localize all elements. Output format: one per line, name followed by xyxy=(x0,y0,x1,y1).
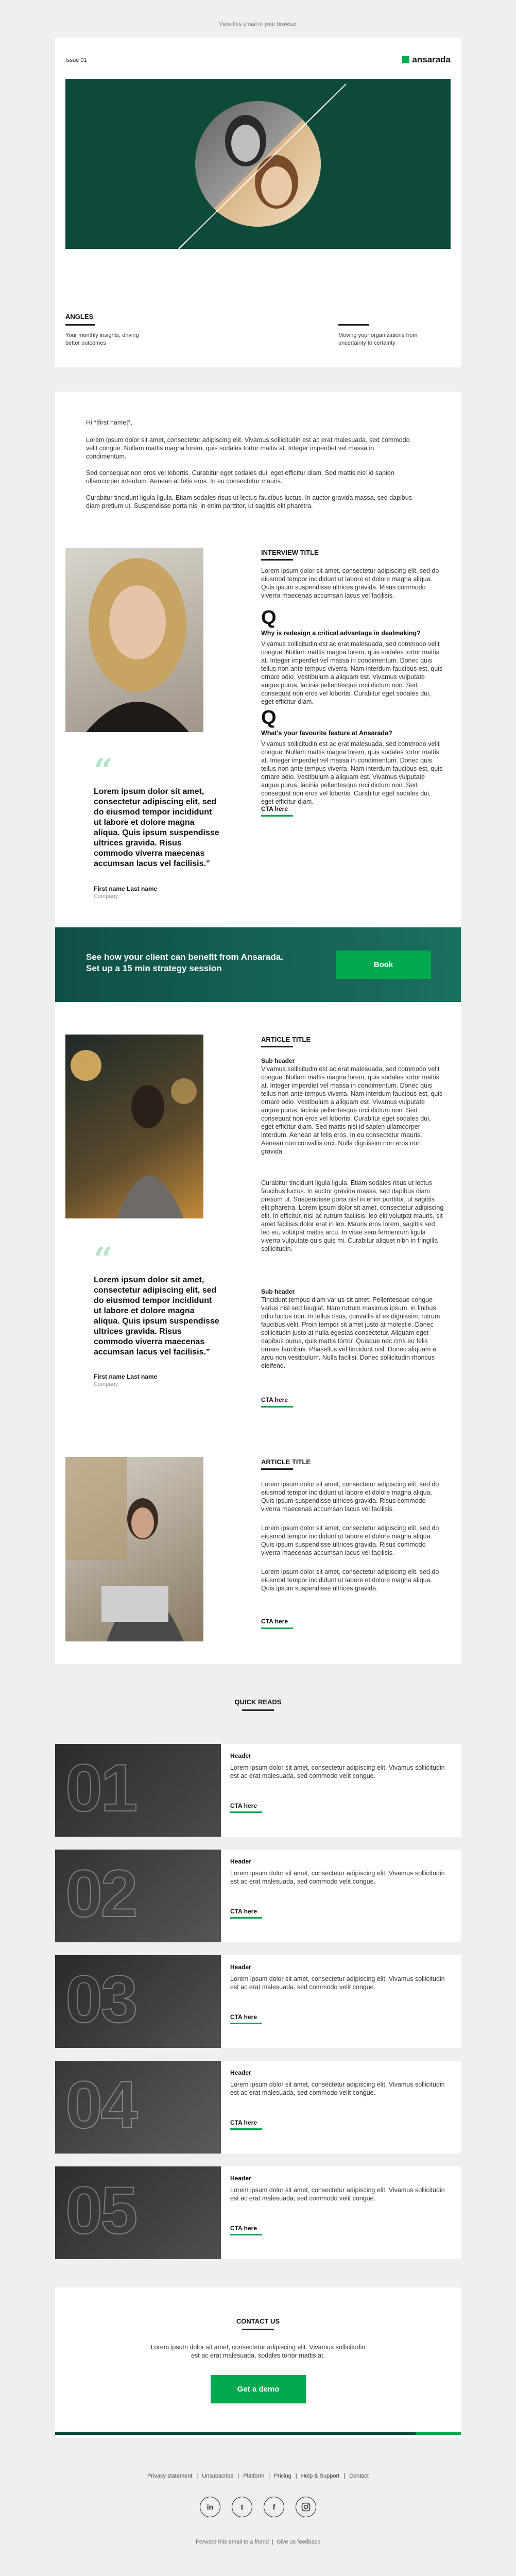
footer-link-pricing[interactable]: Pricing xyxy=(274,2473,291,2479)
interview-cta[interactable]: CTA here xyxy=(261,805,288,812)
footer-links xyxy=(0,2473,516,2479)
question-mark-q1: Q xyxy=(261,607,277,629)
contact-text: Lorem ipsum dolor sit amet, consectetur adipiscing elit. Vivamus sollicitudin est ac erat malesuada, sodales tortor mattis at. xyxy=(150,2344,366,2359)
footer-separator: | xyxy=(237,2473,239,2479)
footer-link-unsubscribe[interactable]: Unsubscribe xyxy=(202,2473,234,2479)
woman-portrait-image xyxy=(65,548,203,732)
brand-square-icon xyxy=(402,56,409,63)
quick-read-number: 01 xyxy=(65,1750,136,1825)
article-1-title-underline xyxy=(261,1046,293,1047)
footer-separator: | xyxy=(295,2473,297,2479)
intro-paragraph: Sed consequat non eros vel lobortis. Curabitur eget sodales dui, eget efficitur diam. Sed mattis nisi id sapien ullamcorper interdum. Aenean at felis eros. In eu consectetur mauris. xyxy=(86,469,394,485)
banner-line-1: See how your client can benefit from Ansarada. xyxy=(86,952,283,962)
article-1-photo xyxy=(65,1035,203,1218)
quick-read-text: Lorem ipsum dolor sit amet, consectetur adipiscing elit. Vivamus sollicitudin est ac erat malesuada, sed commodo velit congue. xyxy=(230,1975,445,1991)
quick-read-header: Header xyxy=(230,1858,251,1865)
feedback-link[interactable]: Give us feedback xyxy=(276,2539,320,2545)
contact-card xyxy=(55,2287,461,2438)
header-card xyxy=(55,38,461,367)
footer-separator: | xyxy=(271,2539,273,2545)
interview-quote: Lorem ipsum dolor sit amet, consectetur adipiscing elit, sed do eiusmod tempor incididunt ut labore et dolore magna aliqua. Quis ipsum suspendisse ultrices gravida. Risus commodo viverra maecenas accumsan lacus vel facilisis.” xyxy=(94,787,219,868)
footer-link-privacy[interactable]: Privacy statement xyxy=(147,2473,193,2479)
brand-logo[interactable] xyxy=(402,55,451,65)
footer-separator: | xyxy=(343,2473,346,2479)
interview-cta-underline xyxy=(261,815,293,817)
quick-read-cta[interactable]: CTA here xyxy=(230,1802,257,1809)
question-1: Why is redesign a critical advantage in dealmaking? xyxy=(261,630,421,637)
quick-read-text: Lorem ipsum dolor sit amet, consectetur adipiscing elit. Vivamus sollicitudin est ac erat malesuada, sed commodo velit congue. xyxy=(230,1870,445,1885)
quote-mark-icon: “ xyxy=(94,752,113,790)
quick-read-item xyxy=(55,1850,461,1942)
interview-photo xyxy=(65,548,203,732)
quick-read-thumb xyxy=(55,1955,221,2048)
quick-read-cta-underline xyxy=(230,1917,262,1919)
footer-bottom-links xyxy=(0,2539,516,2545)
quick-read-cta-underline xyxy=(230,2128,262,2130)
section-underline xyxy=(65,324,95,326)
forward-email-link[interactable]: Forward this email to a friend xyxy=(196,2539,269,2545)
quote-mark-icon: “ xyxy=(94,1240,113,1279)
main-content-card xyxy=(55,392,461,1664)
quick-read-cta-underline xyxy=(230,2234,262,2235)
issue-label: Issue 01 xyxy=(65,57,87,63)
article-1-cta-underline xyxy=(261,1406,293,1408)
get-a-demo-button[interactable]: Get a demo xyxy=(211,2375,306,2403)
quick-read-number: 04 xyxy=(65,2067,136,2142)
view-in-browser-link[interactable]: View this email in your browser xyxy=(219,21,297,27)
article-1-subheader-1: Sub header xyxy=(261,1057,295,1064)
footer-link-contact[interactable]: Contact xyxy=(349,2473,369,2479)
interview-intro: Lorem ipsum dolor sit amet, consectetur adipiscing elit, sed do eiusmod tempor incididunt ut labore et dolore magna aliqua. Quis ipsum suspendisse ultrices gravida. Risus commodo viverra maecenas accumsan lacus vel facilisis. xyxy=(261,567,439,599)
quick-read-header: Header xyxy=(230,1752,251,1759)
quick-read-item xyxy=(55,1955,461,2048)
quick-reads-title: QUICK READS xyxy=(234,1698,282,1706)
article-2-paragraph-1: Lorem ipsum dolor sit amet, consectetur adipiscing elit, sed do eiusmod tempor incididunt ut labore et dolore magna aliqua. Quis ipsum suspendisse ultrices gravida. Risus commodo viverra maecenas accumsan lacus vel facilisis. xyxy=(261,1481,439,1513)
intro-paragraph: Curabitur tincidunt ligula ligula. Etiam sodales risus ut lectus faucibus luctus. In auctor gravida massa, sed dapibus diam pretium ut. Suspendisse porta nisl in enim porttitor, ut sagittis elit pharetra. xyxy=(86,494,412,510)
intro-paragraph: Lorem ipsum dolor sit amet, consectetur adipiscing elit. Vivamus sollicitudin est ac erat malesuada, sed commodo velit congue. Nullam mattis magna lorem, quis sodales tortor mattis at. Integer imperdiet vel massa in condimentum. xyxy=(86,436,410,460)
hero-banner xyxy=(65,79,451,249)
instagram-glyph-icon xyxy=(301,2502,311,2512)
quick-read-cta[interactable]: CTA here xyxy=(230,1908,257,1915)
footer-separator: | xyxy=(268,2473,270,2479)
hero-illustration xyxy=(65,79,451,249)
section-title: ANGLES xyxy=(65,313,94,320)
article-2-cta-underline xyxy=(261,1628,293,1629)
quote-name: First name Last name xyxy=(94,1373,158,1380)
interview-title-underline xyxy=(261,559,293,561)
facebook-icon[interactable]: f xyxy=(264,2497,284,2517)
quick-read-item xyxy=(55,2166,461,2259)
article-2-cta[interactable]: CTA here xyxy=(261,1618,288,1625)
quick-read-header: Header xyxy=(230,2069,251,2076)
quick-read-item xyxy=(55,2061,461,2154)
quick-reads-underline xyxy=(242,1709,274,1711)
answer-2: Vivamus sollicitudin est ac erat malesuada, sed commodo velit congue. Nullam mattis magna lorem, quis sodales tortor mattis at. Integer imperdiet vel massa in condimentum. Donec quis tellus non ante tempus viverra. Nam interdum faucibus est, quis ornare odio. Vestibulum a aliquam est. Vivamus vulputate augue purus, lacinia pellentesque orci dictum non. Sed consequat non eros vel lobortis. Curabitur eget sodales dui, eget efficitur diam. xyxy=(261,740,443,805)
contact-bottom-bar xyxy=(55,2432,461,2435)
article-2-title: ARTICLE TITLE xyxy=(261,1458,311,1466)
article-2-paragraph-3: Lorem ipsum dolor sit amet, consectetur adipiscing elit, sed do eiusmod tempor incididunt ut labore et dolore magna aliqua. Quis ipsum suspendisse ultrices gravida. xyxy=(261,1568,439,1592)
question-2: What's your favourite feature at Ansarada? xyxy=(261,730,392,737)
social-icons xyxy=(0,2497,516,2517)
article-1-subheader-2: Sub header xyxy=(261,1288,295,1295)
contact-bottom-accent xyxy=(416,2432,461,2435)
answer-1: Vivamus sollicitudin est ac erat malesuada, sed commodo velit congue. Nullam mattis magna lorem, quis sodales tortor mattis at. Integer imperdiet vel massa in condimentum. Donec quis tellus non ante tempus viverra. Nam interdum faucibus est, quis ornare odio. Vestibulum a aliquam est. Vivamus vulputate augue purus, lacinia pellentesque orci dictum non. Sed consequat non eros vel lobortis. Curabitur eget sodales dui, eget efficitur diam. xyxy=(261,640,443,705)
footer-link-platform[interactable]: Platform xyxy=(243,2473,265,2479)
quick-read-cta[interactable]: CTA here xyxy=(230,2013,257,2021)
question-mark-q2: Q xyxy=(261,707,277,728)
quick-read-text: Lorem ipsum dolor sit amet, consectetur adipiscing elit. Vivamus sollicitudin est ac erat malesuada, sed commodo velit congue. xyxy=(230,2081,445,2096)
quote-company: Company xyxy=(94,893,118,900)
man-with-laptop-image xyxy=(65,1457,203,1641)
quote-company: Company xyxy=(94,1381,118,1387)
book-button[interactable]: Book xyxy=(336,951,431,979)
brand-name: ansarada xyxy=(412,55,451,64)
quick-read-thumb xyxy=(55,2061,221,2154)
article-1-paragraph-2: Curabitur tincidunt ligula ligula. Etiam sodales risus ut lectus faucibus luctus. In auctor gravida massa, sed dapibus diam pretium ut. Suspendisse porta nisl in enim porttitor, ut sagittis elit pharetra. Lorem ipsum dolor sit amet, consectetur adipiscing elit. In efficitur, nisi ac rutrum facilisis, leo elit volutpat mauris, sit amet facilisis dolor erat in leo. Mauris eros lorem, sagittis sed leo eu, volutpat mattis arcu. In vitae sem fermentum ligula viverra vulputate quis quis mi. Curabitur aliquet nibh in fringilla sollicitudin. xyxy=(261,1179,444,1252)
twitter-icon[interactable]: t xyxy=(232,2497,252,2517)
quick-read-cta[interactable]: CTA here xyxy=(230,2225,257,2232)
quick-read-text: Lorem ipsum dolor sit amet, consectetur adipiscing elit. Vivamus sollicitudin est ac erat malesuada, sed commodo velit congue. xyxy=(230,1764,445,1780)
quick-read-number: 02 xyxy=(65,1856,136,1931)
quick-read-cta[interactable]: CTA here xyxy=(230,2119,257,2126)
contact-title: CONTACT US xyxy=(236,2317,280,2325)
article-2-paragraph-2: Lorem ipsum dolor sit amet, consectetur adipiscing elit, sed do eiusmod tempor incididunt ut labore et dolore magna aliqua. Quis ipsum suspendisse ultrices gravida. Risus commodo viverra maecenas accumsan lacus vel facilisis. xyxy=(261,1524,439,1556)
tagline-underline xyxy=(338,324,369,326)
quick-read-text: Lorem ipsum dolor sit amet, consectetur adipiscing elit. Vivamus sollicitudin est ac erat malesuada, sed commodo velit congue. xyxy=(230,2187,445,2202)
quick-read-thumb xyxy=(55,2166,221,2259)
contact-title-underline xyxy=(242,2329,274,2330)
tagline-left: Your monthly insights, driving better outcomes xyxy=(65,332,139,346)
instagram-icon[interactable] xyxy=(296,2497,316,2517)
article-1-title: ARTICLE TITLE xyxy=(261,1036,311,1043)
quick-read-cta-underline xyxy=(230,2023,262,2024)
article-1-quote: Lorem ipsum dolor sit amet, consectetur adipiscing elit, sed do eiusmod tempor incididunt ut labore et dolore magna aliqua. Quis ipsum suspendisse ultrices gravida. Risus commodo viverra maecenas accumsan lacus vel facilisis.” xyxy=(94,1276,219,1357)
woman-on-phone-image xyxy=(65,1035,203,1218)
quick-read-header: Header xyxy=(230,1963,251,1971)
article-1-paragraph-3: Tincidunt tempus diam varius sit amet. Pellentesque congue varius nisl sed feugiat. Nam rutrum maximus ipsum, in finibus odio luctus non. In tellus risus, convallis id ex dignissim, rutrum faucibus velit. Proin tempor sit amet justo at molestie. Donec sollicitudin justo at nulla egestas consectetur. Aliquam eget dapibus purus, quis mattis tortor. Quisque nec cms eu felis ornare faucibus. Phasellus vel tincidunt nisl. Donec aliquam a arcu non vestibulum. Nulla facilisi. Donec sollicitudin rhoncus eleifend. xyxy=(261,1296,440,1369)
quick-read-cta-underline xyxy=(230,1811,262,1813)
article-2-photo xyxy=(65,1457,203,1641)
quick-read-thumb xyxy=(55,1744,221,1837)
strategy-banner xyxy=(55,927,461,1002)
banner-line-2: Set up a 15 min strategy session xyxy=(86,963,222,973)
footer-separator: | xyxy=(196,2473,198,2479)
quick-read-number: 05 xyxy=(65,2173,136,2248)
footer-link-help[interactable]: Help & Support xyxy=(301,2473,340,2479)
linkedin-icon[interactable]: in xyxy=(200,2497,220,2517)
interview-title: INTERVIEW TITLE xyxy=(261,549,319,556)
quick-read-thumb xyxy=(55,1850,221,1942)
quick-read-header: Header xyxy=(230,2175,251,2182)
tagline-right: Moving your organizations from uncertainty to certainty xyxy=(338,332,418,346)
quote-name: First name Last name xyxy=(94,885,158,892)
quick-read-number: 03 xyxy=(65,1961,136,2037)
quick-read-item xyxy=(55,1744,461,1837)
article-1-cta[interactable]: CTA here xyxy=(261,1396,288,1403)
article-1-paragraph-1: Vivamus sollicitudin est ac erat malesuada, sed commodo velit congue. Nullam mattis magna lorem, quis sodales tortor mattis at. Integer imperdiet vel massa in condimentum. Donec quis tellus non ante tempus viverra. Nam interdum faucibus est, quis ornare odio. Vestibulum a aliquam est. Vivamus vulputate augue purus, lacinia pellentesque orci dictum non. Sed consequat non eros vel lobortis. Curabitur eget sodales dui, eget efficitur diam. Sed mattis nisi id sapien ullamcorper interdum. Aenean at felis eros. In eu consectetur mauris. Aenean non convallis orci. Nulla dignissim non eros non gravida. xyxy=(261,1065,443,1155)
greeting: Hi *|first name|*, xyxy=(86,419,132,426)
article-2-title-underline xyxy=(261,1468,293,1470)
